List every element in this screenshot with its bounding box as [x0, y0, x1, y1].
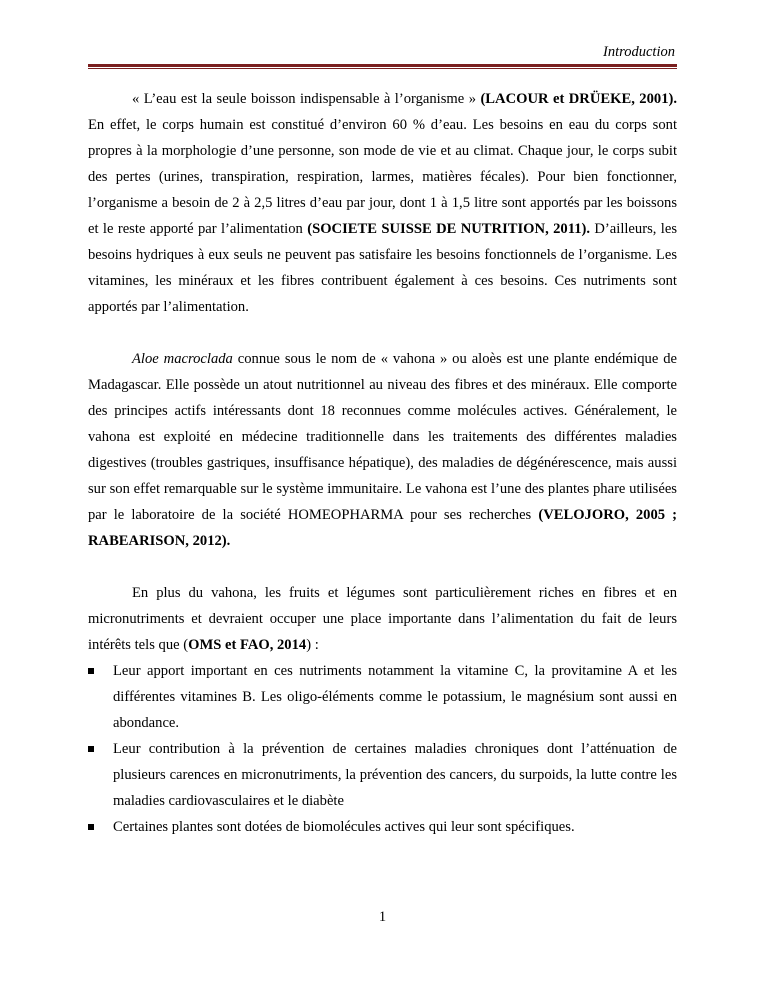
paragraph-fruits — [88, 580, 677, 658]
header-rule — [88, 64, 677, 67]
bullet-list — [88, 658, 677, 840]
list-item-text: Leur contribution à la prévention de certaines maladies chroniques dont l’atténuation de plusieurs carences en micronutriments, la prévention des cancers, du surpoids, la lutte contre les maladies cardiovasculaires et le diabète — [113, 741, 677, 809]
paragraph-text: D’ailleurs, les besoins hydriques à eux seuls ne peuvent pas satisfaire les besoins fonctionnels de l’organisme. Les vitamines, les minéraux et les fibres contribuent également à ces besoins. Ces nutriments sont apportés par l’alimentation. — [88, 221, 677, 315]
list-item — [88, 736, 677, 814]
citation: (LACOUR et DRÜEKE, 2001). — [480, 91, 677, 107]
paragraph-text: connue sous le nom de « vahona » ou aloès est une plante endémique de Madagascar. Elle possède un atout nutritionnel au niveau des fibres et des minéraux. Elle comporte des principes actifs intéressants dont 18 reconnues comme molécules actives. Généralement, le vahona est exploité en médecine traditionnelle dans les traitements des différentes maladies digestives (troubles gastriques, insuffisance hépatique), des maladies de dégénérescence, mais aussi sur son effet remarquable sur le système immunitaire. Le vahona est l’une des plantes phare utilisées par le laboratoire de la société HOMEOPHARMA pour ses recherches — [88, 351, 678, 523]
citation: (SOCIETE SUISSE DE NUTRITION, 2011). — [307, 221, 590, 237]
square-bullet-icon — [88, 668, 94, 674]
paragraph-gap — [88, 320, 677, 346]
list-item — [88, 814, 677, 840]
header-rule-thin — [88, 68, 677, 69]
document-body — [88, 86, 677, 840]
citation: (VELOJORO, 2005 ; RABEARISON, 2012). — [88, 507, 678, 549]
list-item — [88, 658, 677, 736]
paragraph-text: « L’eau est la seule boisson indispensable à l’organisme » — [132, 91, 481, 107]
paragraph-text: En plus du vahona, les fruits et légumes sont particulièrement riches en fibres et en micronutriments et devraient occuper une place importante dans l’alimentation du fait de leurs intérêts tels que ( — [88, 585, 677, 653]
square-bullet-icon — [88, 824, 94, 830]
paragraph-text: En effet, le corps humain est constitué d’environ 60 % d’eau. Les besoins en eau du corps sont propres à la morphologie d’une personne, son mode de vie et au climat. Chaque jour, le corps subit des pertes (urines, transpiration, respiration, larmes, matières fécales). Pour bien fonctionner, l’organisme a besoin de 2 à 2,5 litres d’eau par jour, dont 1 à 1,5 litre sont apportés par les boissons et le reste apporté par l’alimentation — [88, 117, 677, 237]
paragraph-aloe — [88, 346, 677, 554]
list-item-text: Leur apport important en ces nutriments notamment la vitamine C, la provitamine A et les différentes vitamines B. Les oligo-éléments comme le potassium, le magnésium sont aussi en abondance. — [113, 663, 677, 731]
paragraph-water — [88, 86, 677, 320]
paragraph-text: ) : — [306, 637, 319, 653]
square-bullet-icon — [88, 746, 94, 752]
list-item-text: Certaines plantes sont dotées de biomolécules actives qui leur sont spécifiques. — [113, 819, 575, 835]
running-header-title: Introduction — [603, 44, 675, 60]
paragraph-gap — [88, 554, 677, 580]
species-name: Aloe macroclada — [132, 351, 233, 367]
citation: OMS et FAO, 2014 — [188, 637, 307, 653]
page-number: 1 — [378, 909, 387, 925]
